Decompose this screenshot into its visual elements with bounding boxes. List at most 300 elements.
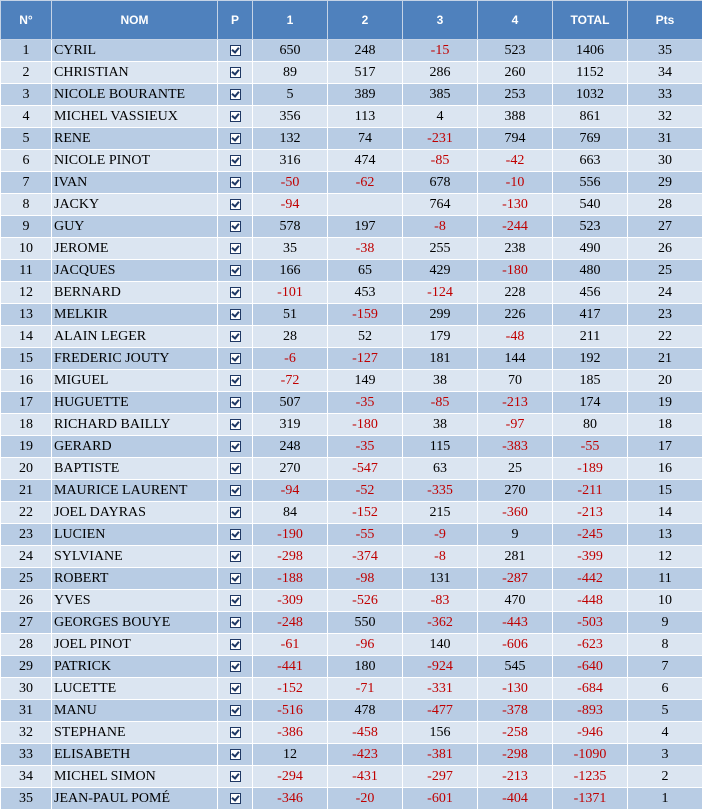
- p-cell[interactable]: [218, 700, 253, 722]
- round-4-cell: 238: [478, 238, 553, 260]
- rank-cell: 12: [1, 282, 52, 304]
- round-3-cell: 131: [403, 568, 478, 590]
- total-cell: 1152: [553, 62, 628, 84]
- table-row: [1, 216, 702, 238]
- name-cell: HUGUETTE: [52, 392, 218, 414]
- checkbox-checked-icon[interactable]: [230, 727, 241, 738]
- round-1-cell: -346: [253, 788, 328, 810]
- p-cell[interactable]: [218, 370, 253, 392]
- p-cell[interactable]: [218, 502, 253, 524]
- round-2-cell: -423: [328, 744, 403, 766]
- round-3-cell: -8: [403, 216, 478, 238]
- rank-cell: 7: [1, 172, 52, 194]
- rank-cell: 15: [1, 348, 52, 370]
- header-round-4: 4: [478, 1, 553, 40]
- round-3-cell: -15: [403, 40, 478, 62]
- rank-cell: 13: [1, 304, 52, 326]
- name-cell: MANU: [52, 700, 218, 722]
- table-row: [1, 238, 702, 260]
- total-cell: 480: [553, 260, 628, 282]
- p-cell[interactable]: [218, 590, 253, 612]
- checkbox-checked-icon[interactable]: [230, 67, 241, 78]
- round-1-cell: 319: [253, 414, 328, 436]
- p-cell[interactable]: [218, 260, 253, 282]
- round-2-cell: -71: [328, 678, 403, 700]
- header-round-3: 3: [403, 1, 478, 40]
- round-4-cell: 794: [478, 128, 553, 150]
- p-cell[interactable]: [218, 546, 253, 568]
- round-2-cell: -35: [328, 436, 403, 458]
- name-cell: JACQUES: [52, 260, 218, 282]
- rank-cell: 30: [1, 678, 52, 700]
- rank-cell: 21: [1, 480, 52, 502]
- pts-cell: 29: [628, 172, 702, 194]
- total-cell: 185: [553, 370, 628, 392]
- round-2-cell: 197: [328, 216, 403, 238]
- pts-cell: 16: [628, 458, 702, 480]
- name-cell: SYLVIANE: [52, 546, 218, 568]
- round-1-cell: 578: [253, 216, 328, 238]
- p-cell[interactable]: [218, 788, 253, 810]
- p-cell[interactable]: [218, 304, 253, 326]
- round-3-cell: 764: [403, 194, 478, 216]
- table-row: [1, 634, 702, 656]
- round-2-cell: 453: [328, 282, 403, 304]
- pts-cell: 28: [628, 194, 702, 216]
- total-cell: 1032: [553, 84, 628, 106]
- pts-cell: 35: [628, 40, 702, 62]
- round-1-cell: 166: [253, 260, 328, 282]
- round-3-cell: 115: [403, 436, 478, 458]
- round-3-cell: -297: [403, 766, 478, 788]
- round-2-cell: -96: [328, 634, 403, 656]
- round-2-cell: [328, 194, 403, 216]
- rank-cell: 32: [1, 722, 52, 744]
- total-cell: -399: [553, 546, 628, 568]
- name-cell: GUY: [52, 216, 218, 238]
- round-3-cell: 179: [403, 326, 478, 348]
- table-row: [1, 392, 702, 414]
- total-cell: -1235: [553, 766, 628, 788]
- total-cell: 456: [553, 282, 628, 304]
- round-4-cell: -48: [478, 326, 553, 348]
- round-1-cell: 28: [253, 326, 328, 348]
- name-cell: BAPTISTE: [52, 458, 218, 480]
- checkbox-checked-icon[interactable]: [230, 199, 241, 210]
- round-2-cell: -374: [328, 546, 403, 568]
- checkbox-checked-icon[interactable]: [230, 265, 241, 276]
- name-cell: CYRIL: [52, 40, 218, 62]
- p-cell[interactable]: [218, 128, 253, 150]
- total-cell: 211: [553, 326, 628, 348]
- table-row: [1, 502, 702, 524]
- pts-cell: 12: [628, 546, 702, 568]
- pts-cell: 15: [628, 480, 702, 502]
- round-3-cell: -381: [403, 744, 478, 766]
- p-cell[interactable]: [218, 62, 253, 84]
- round-4-cell: 25: [478, 458, 553, 480]
- checkbox-checked-icon[interactable]: [230, 485, 241, 496]
- round-2-cell: -55: [328, 524, 403, 546]
- round-2-cell: -98: [328, 568, 403, 590]
- round-3-cell: -924: [403, 656, 478, 678]
- checkbox-checked-icon[interactable]: [230, 375, 241, 386]
- name-cell: MELKIR: [52, 304, 218, 326]
- checkbox-checked-icon[interactable]: [230, 221, 241, 232]
- p-cell[interactable]: [218, 392, 253, 414]
- checkbox-checked-icon[interactable]: [230, 111, 241, 122]
- round-3-cell: -83: [403, 590, 478, 612]
- round-2-cell: -180: [328, 414, 403, 436]
- p-cell[interactable]: [218, 612, 253, 634]
- pts-cell: 7: [628, 656, 702, 678]
- checkbox-checked-icon[interactable]: [230, 287, 241, 298]
- checkbox-checked-icon[interactable]: [230, 507, 241, 518]
- p-cell[interactable]: [218, 238, 253, 260]
- round-4-cell: -244: [478, 216, 553, 238]
- name-cell: MICHEL VASSIEUX: [52, 106, 218, 128]
- checkbox-checked-icon[interactable]: [230, 419, 241, 430]
- round-3-cell: -231: [403, 128, 478, 150]
- checkbox-checked-icon[interactable]: [230, 243, 241, 254]
- p-cell[interactable]: [218, 524, 253, 546]
- rank-cell: 2: [1, 62, 52, 84]
- total-cell: 192: [553, 348, 628, 370]
- total-cell: -55: [553, 436, 628, 458]
- pts-cell: 3: [628, 744, 702, 766]
- p-cell[interactable]: [218, 106, 253, 128]
- checkbox-checked-icon[interactable]: [230, 45, 241, 56]
- pts-cell: 19: [628, 392, 702, 414]
- checkbox-checked-icon[interactable]: [230, 705, 241, 716]
- pts-cell: 24: [628, 282, 702, 304]
- rank-cell: 9: [1, 216, 52, 238]
- name-cell: LUCETTE: [52, 678, 218, 700]
- table-row: [1, 62, 702, 84]
- round-4-cell: -298: [478, 744, 553, 766]
- rank-cell: 10: [1, 238, 52, 260]
- round-1-cell: 316: [253, 150, 328, 172]
- round-1-cell: -386: [253, 722, 328, 744]
- pts-cell: 23: [628, 304, 702, 326]
- total-cell: 861: [553, 106, 628, 128]
- name-cell: MICHEL SIMON: [52, 766, 218, 788]
- pts-cell: 2: [628, 766, 702, 788]
- table-row: [1, 260, 702, 282]
- table-row: [1, 700, 702, 722]
- checkbox-checked-icon[interactable]: [230, 441, 241, 452]
- name-cell: ROBERT: [52, 568, 218, 590]
- rank-cell: 5: [1, 128, 52, 150]
- total-cell: 417: [553, 304, 628, 326]
- round-4-cell: -287: [478, 568, 553, 590]
- total-cell: 663: [553, 150, 628, 172]
- table-row: [1, 370, 702, 392]
- round-2-cell: 113: [328, 106, 403, 128]
- p-cell[interactable]: [218, 348, 253, 370]
- total-cell: 540: [553, 194, 628, 216]
- pts-cell: 17: [628, 436, 702, 458]
- round-1-cell: 84: [253, 502, 328, 524]
- pts-cell: 18: [628, 414, 702, 436]
- rank-cell: 4: [1, 106, 52, 128]
- round-1-cell: -188: [253, 568, 328, 590]
- round-1-cell: -101: [253, 282, 328, 304]
- table-row: [1, 128, 702, 150]
- round-2-cell: -547: [328, 458, 403, 480]
- name-cell: BERNARD: [52, 282, 218, 304]
- rank-cell: 1: [1, 40, 52, 62]
- rank-cell: 29: [1, 656, 52, 678]
- total-cell: -623: [553, 634, 628, 656]
- checkbox-checked-icon[interactable]: [230, 397, 241, 408]
- p-cell[interactable]: [218, 282, 253, 304]
- checkbox-checked-icon[interactable]: [230, 639, 241, 650]
- round-4-cell: 388: [478, 106, 553, 128]
- name-cell: STEPHANE: [52, 722, 218, 744]
- p-cell[interactable]: [218, 678, 253, 700]
- total-cell: -245: [553, 524, 628, 546]
- total-cell: -442: [553, 568, 628, 590]
- round-4-cell: -443: [478, 612, 553, 634]
- p-cell[interactable]: [218, 414, 253, 436]
- round-4-cell: 9: [478, 524, 553, 546]
- round-2-cell: 248: [328, 40, 403, 62]
- total-cell: -1371: [553, 788, 628, 810]
- checkbox-checked-icon[interactable]: [230, 573, 241, 584]
- header-round-1: 1: [253, 1, 328, 40]
- checkbox-checked-icon[interactable]: [230, 463, 241, 474]
- name-cell: MAURICE LAURENT: [52, 480, 218, 502]
- round-1-cell: 51: [253, 304, 328, 326]
- pts-cell: 22: [628, 326, 702, 348]
- total-cell: -893: [553, 700, 628, 722]
- rank-cell: 17: [1, 392, 52, 414]
- pts-cell: 6: [628, 678, 702, 700]
- p-cell[interactable]: [218, 194, 253, 216]
- round-3-cell: 255: [403, 238, 478, 260]
- round-2-cell: 474: [328, 150, 403, 172]
- total-cell: -684: [553, 678, 628, 700]
- rank-cell: 3: [1, 84, 52, 106]
- p-cell[interactable]: [218, 722, 253, 744]
- round-1-cell: -72: [253, 370, 328, 392]
- p-cell[interactable]: [218, 458, 253, 480]
- table-body: [1, 40, 702, 810]
- table-row: [1, 480, 702, 502]
- total-cell: 769: [553, 128, 628, 150]
- round-4-cell: -606: [478, 634, 553, 656]
- rank-cell: 33: [1, 744, 52, 766]
- round-2-cell: -458: [328, 722, 403, 744]
- total-cell: -1090: [553, 744, 628, 766]
- name-cell: NICOLE PINOT: [52, 150, 218, 172]
- checkbox-checked-icon[interactable]: [230, 617, 241, 628]
- pts-cell: 11: [628, 568, 702, 590]
- p-cell[interactable]: [218, 172, 253, 194]
- p-cell[interactable]: [218, 766, 253, 788]
- rank-cell: 34: [1, 766, 52, 788]
- round-1-cell: -298: [253, 546, 328, 568]
- name-cell: ALAIN LEGER: [52, 326, 218, 348]
- total-cell: -213: [553, 502, 628, 524]
- round-1-cell: -6: [253, 348, 328, 370]
- round-4-cell: -404: [478, 788, 553, 810]
- total-cell: -211: [553, 480, 628, 502]
- checkbox-checked-icon[interactable]: [230, 529, 241, 540]
- p-cell[interactable]: [218, 84, 253, 106]
- round-4-cell: 545: [478, 656, 553, 678]
- total-cell: -640: [553, 656, 628, 678]
- header-rank: N°: [1, 1, 52, 40]
- round-3-cell: -477: [403, 700, 478, 722]
- header-pts: Pts: [628, 1, 702, 40]
- p-cell[interactable]: [218, 326, 253, 348]
- p-cell[interactable]: [218, 568, 253, 590]
- p-cell[interactable]: [218, 744, 253, 766]
- pts-cell: 13: [628, 524, 702, 546]
- round-1-cell: 248: [253, 436, 328, 458]
- round-1-cell: 132: [253, 128, 328, 150]
- checkbox-checked-icon[interactable]: [230, 749, 241, 760]
- checkbox-checked-icon[interactable]: [230, 551, 241, 562]
- round-2-cell: -62: [328, 172, 403, 194]
- name-cell: GERARD: [52, 436, 218, 458]
- name-cell: GEORGES BOUYE: [52, 612, 218, 634]
- total-cell: 80: [553, 414, 628, 436]
- round-1-cell: 650: [253, 40, 328, 62]
- p-cell[interactable]: [218, 40, 253, 62]
- checkbox-checked-icon[interactable]: [230, 661, 241, 672]
- round-1-cell: -94: [253, 194, 328, 216]
- round-4-cell: -258: [478, 722, 553, 744]
- table-row: [1, 282, 702, 304]
- round-4-cell: -213: [478, 392, 553, 414]
- round-4-cell: -130: [478, 194, 553, 216]
- round-1-cell: 507: [253, 392, 328, 414]
- name-cell: LUCIEN: [52, 524, 218, 546]
- round-3-cell: 385: [403, 84, 478, 106]
- round-4-cell: 260: [478, 62, 553, 84]
- round-4-cell: 70: [478, 370, 553, 392]
- rank-cell: 35: [1, 788, 52, 810]
- name-cell: NICOLE BOURANTE: [52, 84, 218, 106]
- p-cell[interactable]: [218, 656, 253, 678]
- round-3-cell: 63: [403, 458, 478, 480]
- round-4-cell: 281: [478, 546, 553, 568]
- round-1-cell: 12: [253, 744, 328, 766]
- pts-cell: 9: [628, 612, 702, 634]
- round-4-cell: 253: [478, 84, 553, 106]
- checkbox-checked-icon[interactable]: [230, 89, 241, 100]
- round-2-cell: 389: [328, 84, 403, 106]
- round-3-cell: 215: [403, 502, 478, 524]
- total-cell: -189: [553, 458, 628, 480]
- checkbox-checked-icon[interactable]: [230, 177, 241, 188]
- round-3-cell: 140: [403, 634, 478, 656]
- round-2-cell: -127: [328, 348, 403, 370]
- round-1-cell: 356: [253, 106, 328, 128]
- round-3-cell: 678: [403, 172, 478, 194]
- rank-cell: 8: [1, 194, 52, 216]
- table-row: [1, 590, 702, 612]
- round-3-cell: -85: [403, 150, 478, 172]
- round-1-cell: -50: [253, 172, 328, 194]
- round-4-cell: -97: [478, 414, 553, 436]
- round-4-cell: -378: [478, 700, 553, 722]
- rank-cell: 18: [1, 414, 52, 436]
- table-row: [1, 458, 702, 480]
- pts-cell: 30: [628, 150, 702, 172]
- p-cell[interactable]: [218, 150, 253, 172]
- p-cell[interactable]: [218, 634, 253, 656]
- round-3-cell: -331: [403, 678, 478, 700]
- rank-cell: 16: [1, 370, 52, 392]
- table-row: [1, 766, 702, 788]
- round-1-cell: -61: [253, 634, 328, 656]
- pts-cell: 31: [628, 128, 702, 150]
- table-row: [1, 546, 702, 568]
- p-cell[interactable]: [218, 480, 253, 502]
- total-cell: -503: [553, 612, 628, 634]
- name-cell: JEROME: [52, 238, 218, 260]
- table-row: [1, 656, 702, 678]
- pts-cell: 34: [628, 62, 702, 84]
- rank-cell: 23: [1, 524, 52, 546]
- round-3-cell: 38: [403, 414, 478, 436]
- round-2-cell: 180: [328, 656, 403, 678]
- round-4-cell: -130: [478, 678, 553, 700]
- round-3-cell: 181: [403, 348, 478, 370]
- checkbox-checked-icon[interactable]: [230, 309, 241, 320]
- round-1-cell: 89: [253, 62, 328, 84]
- p-cell[interactable]: [218, 436, 253, 458]
- checkbox-checked-icon[interactable]: [230, 331, 241, 342]
- round-4-cell: 523: [478, 40, 553, 62]
- round-2-cell: 74: [328, 128, 403, 150]
- round-2-cell: -38: [328, 238, 403, 260]
- checkbox-checked-icon[interactable]: [230, 595, 241, 606]
- name-cell: JACKY: [52, 194, 218, 216]
- name-cell: PATRICK: [52, 656, 218, 678]
- total-cell: 1406: [553, 40, 628, 62]
- rank-cell: 27: [1, 612, 52, 634]
- round-3-cell: -601: [403, 788, 478, 810]
- rank-cell: 14: [1, 326, 52, 348]
- round-1-cell: -190: [253, 524, 328, 546]
- checkbox-checked-icon[interactable]: [230, 155, 241, 166]
- rank-cell: 24: [1, 546, 52, 568]
- round-3-cell: 38: [403, 370, 478, 392]
- pts-cell: 14: [628, 502, 702, 524]
- checkbox-checked-icon[interactable]: [230, 793, 241, 804]
- p-cell[interactable]: [218, 216, 253, 238]
- header-round-2: 2: [328, 1, 403, 40]
- pts-cell: 25: [628, 260, 702, 282]
- round-3-cell: 4: [403, 106, 478, 128]
- round-3-cell: -8: [403, 546, 478, 568]
- table-row: [1, 194, 702, 216]
- checkbox-checked-icon[interactable]: [230, 771, 241, 782]
- checkbox-checked-icon[interactable]: [230, 133, 241, 144]
- checkbox-checked-icon[interactable]: [230, 683, 241, 694]
- checkbox-checked-icon[interactable]: [230, 353, 241, 364]
- round-1-cell: -441: [253, 656, 328, 678]
- table-row: [1, 348, 702, 370]
- table-row: [1, 326, 702, 348]
- round-4-cell: -213: [478, 766, 553, 788]
- name-cell: JEAN-PAUL POMÉ: [52, 788, 218, 810]
